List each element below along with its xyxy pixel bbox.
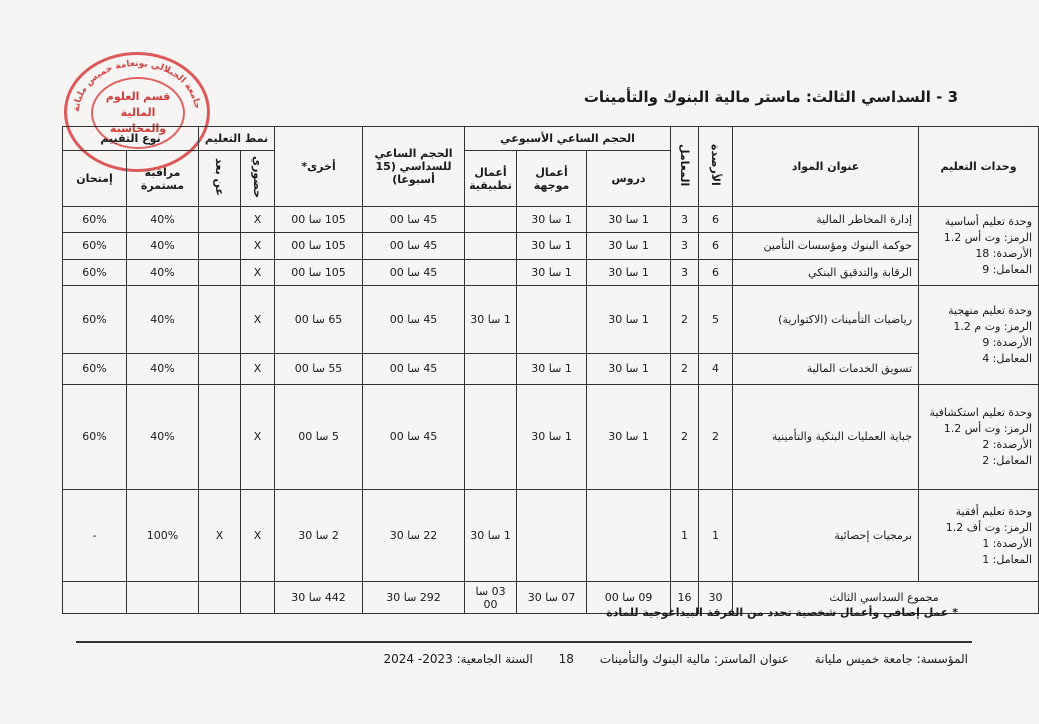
header-practicals: أعمال تطبيقية (465, 151, 517, 207)
unit-title: وحدة تعليم منهجية (948, 303, 1033, 317)
section-heading: 3 - السداسي الثالث: ماستر مالية البنوك والتأمينات (583, 88, 958, 106)
remote-cell (199, 384, 241, 489)
table-row (63, 233, 1039, 259)
footer-master: عنوان الماستر: مالية البنوك والتأمينات (599, 652, 789, 666)
other-cell: 105 سا 00 (275, 233, 363, 259)
unit-coef: المعامل: 1 (982, 552, 1033, 566)
coef-cell: 2 (671, 285, 699, 353)
subject-cell: جباية العمليات البنكية والتأمينية (733, 384, 919, 489)
header-lectures: دروس (587, 151, 671, 207)
lectures-cell: 1 سا 30 (587, 384, 671, 489)
totals-credits: 30 (699, 582, 733, 614)
credits-cell: 6 (699, 233, 733, 259)
header-other: أخرى* (275, 127, 363, 207)
unit-cell-1 (919, 285, 1039, 384)
header-presential: حضوري (241, 151, 275, 207)
other-cell: 2 سا 30 (275, 490, 363, 582)
tutorials-cell: 1 سا 30 (517, 259, 587, 285)
practicals-cell (465, 354, 517, 385)
totals-coef: 16 (671, 582, 699, 614)
remote-cell (199, 207, 241, 233)
exam-cell: - (63, 490, 127, 582)
subject-cell: الرقابة والتدقيق البنكي (733, 259, 919, 285)
subject-cell: برمجيات إحصائية (733, 490, 919, 582)
other-cell: 55 سا 00 (275, 354, 363, 385)
unit-credits: الأرصدة: 9 (982, 335, 1033, 349)
unit-code: الرمز: وت أس 1.2 (943, 421, 1033, 435)
subject-cell: إدارة المخاطر المالية (733, 207, 919, 233)
coef-cell: 3 (671, 207, 699, 233)
continuous-cell: 40% (127, 285, 199, 353)
practicals-cell: 1 سا 30 (465, 490, 517, 582)
curriculum-table (62, 126, 1039, 614)
credits-cell: 4 (699, 354, 733, 385)
footnote: * عمل إضافي وأعمال شخصية تحدد من الفرقة البيداغوجية للمادة (606, 606, 958, 619)
presential-cell: X (241, 490, 275, 582)
stamp-line-3: والمحاسبة (109, 122, 167, 135)
table-row (63, 259, 1039, 285)
unit-credits: الأرصدة: 2 (982, 437, 1033, 451)
tutorials-cell: 1 سا 30 (517, 207, 587, 233)
table-row (63, 354, 1039, 385)
tutorials-cell: 1 سا 30 (517, 354, 587, 385)
practicals-cell (465, 259, 517, 285)
stamp-ring-text: جامعة الجيلالي بونعامة خميس مليانة (71, 58, 202, 113)
header-mode: نمط التعليم (199, 127, 275, 151)
unit-cell-2 (919, 384, 1039, 489)
table-row (63, 285, 1039, 353)
lectures-cell: 1 سا 30 (587, 233, 671, 259)
remote-cell (199, 259, 241, 285)
tutorials-cell: 1 سا 30 (517, 233, 587, 259)
header-tutorials: أعمال موجهة (517, 151, 587, 207)
presential-cell: X (241, 207, 275, 233)
totals-label: مجموع السداسي الثالث (733, 582, 1039, 614)
unit-coef: المعامل: 2 (982, 453, 1033, 467)
exam-cell: 60% (63, 259, 127, 285)
totals-remote (199, 582, 241, 614)
practicals-cell (465, 384, 517, 489)
presential-cell: X (241, 354, 275, 385)
unit-title: وحدة تعليم استكشافية (929, 405, 1033, 419)
unit-code: الرمز: وت م 1.2 (953, 319, 1033, 333)
header-continuous: مراقبة مستمرة (127, 151, 199, 207)
credits-cell: 6 (699, 259, 733, 285)
header-remote: عن بعد (199, 151, 241, 207)
presential-cell: X (241, 285, 275, 353)
header-exam: إمتحان (63, 151, 127, 207)
continuous-cell: 40% (127, 354, 199, 385)
unit-coef: المعامل: 4 (982, 351, 1033, 365)
totals-semester: 292 سا 30 (363, 582, 465, 614)
practicals-cell: 1 سا 30 (465, 285, 517, 353)
credits-cell: 1 (699, 490, 733, 582)
totals-exam (63, 582, 127, 614)
unit-coef: المعامل: 9 (982, 262, 1033, 276)
remote-cell (199, 354, 241, 385)
header-semester-hours: الحجم الساعي للسداسي (15 أسبوعا) (363, 127, 465, 207)
other-cell: 105 سا 00 (275, 207, 363, 233)
unit-title: وحدة تعليم أفقية (955, 504, 1033, 518)
tutorials-cell (517, 490, 587, 582)
coef-cell: 1 (671, 490, 699, 582)
credits-cell: 6 (699, 207, 733, 233)
lectures-cell (587, 490, 671, 582)
continuous-cell: 100% (127, 490, 199, 582)
other-cell: 65 سا 00 (275, 285, 363, 353)
remote-cell (199, 285, 241, 353)
tutorials-cell: 1 سا 30 (517, 384, 587, 489)
unit-credits: الأرصدة: 18 (975, 246, 1033, 260)
exam-cell: 60% (63, 285, 127, 353)
unit-code: الرمز: وت أف 1.2 (945, 520, 1033, 534)
continuous-cell: 40% (127, 233, 199, 259)
page-footer (362, 652, 969, 666)
header-credits: الأرصدة (699, 127, 733, 207)
totals-presential (241, 582, 275, 614)
totals-lectures: 09 سا 00 (587, 582, 671, 614)
semester-cell: 22 سا 30 (363, 490, 465, 582)
remote-cell (199, 233, 241, 259)
subject-cell: تسويق الخدمات المالية (733, 354, 919, 385)
coef-cell: 3 (671, 233, 699, 259)
subject-cell: رياضيات التأمينات (الاكتوارية) (733, 285, 919, 353)
header-eval: نوع التقييم (63, 127, 199, 151)
coef-cell: 2 (671, 384, 699, 489)
semester-cell: 45 سا 00 (363, 384, 465, 489)
semester-cell: 45 سا 00 (363, 354, 465, 385)
practicals-cell (465, 233, 517, 259)
footer-page-number: 18 (558, 652, 574, 666)
other-cell: 5 سا 00 (275, 384, 363, 489)
exam-cell: 60% (63, 354, 127, 385)
unit-cell-3 (919, 490, 1039, 582)
unit-credits: الأرصدة: 1 (982, 536, 1033, 550)
stamp-line-2: المالية (120, 106, 156, 119)
unit-cell-0 (919, 207, 1039, 286)
practicals-cell (465, 207, 517, 233)
exam-cell: 60% (63, 207, 127, 233)
exam-cell: 60% (63, 384, 127, 489)
semester-cell: 45 سا 00 (363, 285, 465, 353)
credits-cell: 5 (699, 285, 733, 353)
totals-practicals: 03 سا 00 (465, 582, 517, 614)
continuous-cell: 40% (127, 207, 199, 233)
totals-tutorials: 07 سا 30 (517, 582, 587, 614)
remote-cell: X (199, 490, 241, 582)
footer-year: السنة الجامعية: 2023- 2024 (383, 652, 533, 666)
header-weekly: الحجم الساعي الأسبوعي (465, 127, 671, 151)
stamp-line-1: قسم العلوم (105, 90, 171, 103)
totals-continuous (127, 582, 199, 614)
coef-cell: 3 (671, 259, 699, 285)
continuous-cell: 40% (127, 384, 199, 489)
semester-cell: 45 سا 00 (363, 259, 465, 285)
continuous-cell: 40% (127, 259, 199, 285)
tutorials-cell (517, 285, 587, 353)
totals-other: 442 سا 30 (275, 582, 363, 614)
header-coef: المعامل (671, 127, 699, 207)
semester-cell: 45 سا 00 (363, 207, 465, 233)
table-row (63, 384, 1039, 489)
lectures-cell: 1 سا 30 (587, 259, 671, 285)
lectures-cell: 1 سا 30 (587, 285, 671, 353)
coef-cell: 2 (671, 354, 699, 385)
table-row (63, 207, 1039, 233)
presential-cell: X (241, 259, 275, 285)
presential-cell: X (241, 233, 275, 259)
footer-institution: المؤسسة: جامعة خميس مليانة (814, 652, 968, 666)
lectures-cell: 1 سا 30 (587, 354, 671, 385)
unit-code: الرمز: وت أس 1.2 (943, 230, 1033, 244)
semester-cell: 45 سا 00 (363, 233, 465, 259)
table-row (63, 490, 1039, 582)
unit-title: وحدة تعليم أساسية (944, 214, 1033, 228)
credits-cell: 2 (699, 384, 733, 489)
subject-cell: حوكمة البنوك ومؤسسات التأمين (733, 233, 919, 259)
other-cell: 105 سا 00 (275, 259, 363, 285)
header-subject: عنوان المواد (733, 127, 919, 207)
header-unit: وحدات التعليم (919, 127, 1039, 207)
exam-cell: 60% (63, 233, 127, 259)
footer-divider (76, 641, 972, 643)
lectures-cell: 1 سا 30 (587, 207, 671, 233)
presential-cell: X (241, 384, 275, 489)
